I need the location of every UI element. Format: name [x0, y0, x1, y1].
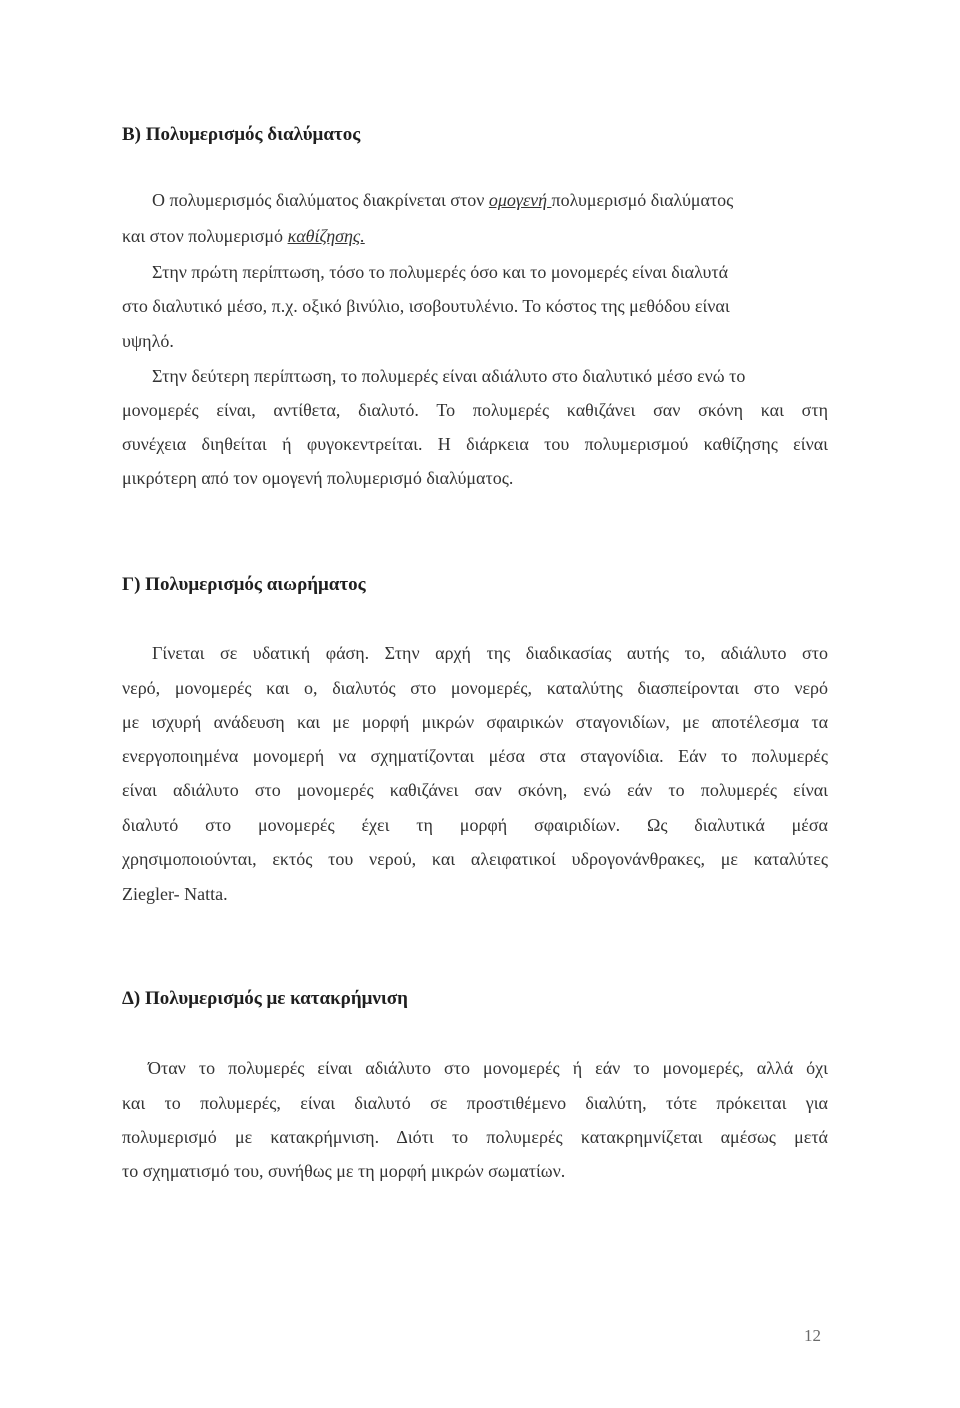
term-homogeneous: ομογενή — [488, 190, 552, 210]
text-line: μικρότερη από τον ομογενή πολυμερισμό διαλύματος. — [122, 468, 514, 488]
text-line: στο διαλυτικό μέσο, π.χ. οξικό βινύλιο, ισοβουτυλένιο. Το κόστος της μεθόδου είναι — [122, 296, 730, 316]
text-line: υψηλό. — [122, 331, 174, 351]
text-line: διαλυτό στο μονομερές έχει τη μορφή σφαιριδίων. Ως διαλυτικά μέσα — [122, 815, 828, 835]
text-line: χρησιμοποιούνται, εκτός του νερού, και αλειφατικοί υδρογονάνθρακες, με καταλύτες — [122, 849, 828, 869]
text-line: ενεργοποιημένα μονομερή να σχηματίζονται μέσα στα σταγονίδια. Εάν το πολυμερές — [122, 746, 828, 766]
text-line — [122, 226, 365, 247]
page-number: 12 — [804, 1326, 821, 1345]
text-line: με ισχυρή ανάδευση και με μορφή μικρών σφαιρικών σταγονιδίων, με αποτέλεσμα τα — [122, 712, 828, 732]
text-line: Στην πρώτη περίπτωση, τόσο το πολυμερές όσο και το μονομερές είναι διαλυτά — [152, 262, 729, 282]
heading-solution-polymerization: Β) Πολυμερισμός διαλύματος — [122, 124, 361, 145]
text-line: Ziegler- Natta. — [122, 884, 228, 904]
text-line: και το πολυμερές, είναι διαλυτό σε προστιθέμενο διαλύτη, τότε πρόκειται για — [122, 1093, 828, 1113]
text-line: Όταν το πολυμερές είναι αδιάλυτο στο μονομερές ή εάν το μονομερές, αλλά όχι — [148, 1058, 828, 1078]
heading-precipitation-polymerization: Δ) Πολυμερισμός με κατακρήμνιση — [122, 988, 408, 1009]
text-segment: Ο πολυμερισμός διαλύματος διακρίνεται στον — [152, 190, 485, 210]
heading-suspension-polymerization: Γ) Πολυμερισμός αιωρήματος — [122, 574, 366, 595]
text-line: είναι αδιάλυτο στο μονομερές καθιζάνει σαν σκόνη, ενώ εάν το πολυμερές είναι — [122, 780, 828, 800]
text-line: νερό, μονομερές και ο, διαλυτός στο μονομερές, καταλύτης διασπείρονται στο νερό — [122, 678, 828, 698]
term-precipitation: καθίζησης. — [287, 226, 365, 246]
text-line: Γίνεται σε υδατική φάση. Στην αρχή της διαδικασίας αυτής το, αδιάλυτο στο — [152, 643, 828, 663]
text-line: μονομερές είναι, αντίθετα, διαλυτό. Το πολυμερές καθιζάνει σαν σκόνη και στη — [122, 400, 828, 420]
text-line — [152, 190, 733, 211]
text-segment: πολυμερισμό διαλύματος — [551, 190, 734, 210]
text-segment: και στον πολυμερισμό — [122, 226, 288, 246]
text-line: συνέχεια διηθείται ή φυγοκεντρείται. Η διάρκεια του πολυμερισμού καθίζησης είναι — [122, 434, 828, 454]
text-line: Στην δεύτερη περίπτωση, το πολυμερές είναι αδιάλυτο στο διαλυτικό μέσο ενώ το — [152, 366, 746, 386]
text-line: πολυμερισμό με κατακρήμνιση. Διότι το πολυμερές κατακρημνίζεται αμέσως μετά — [122, 1127, 828, 1147]
text-line: το σχηματισμό του, συνήθως με τη μορφή μικρών σωματίων. — [122, 1161, 566, 1181]
